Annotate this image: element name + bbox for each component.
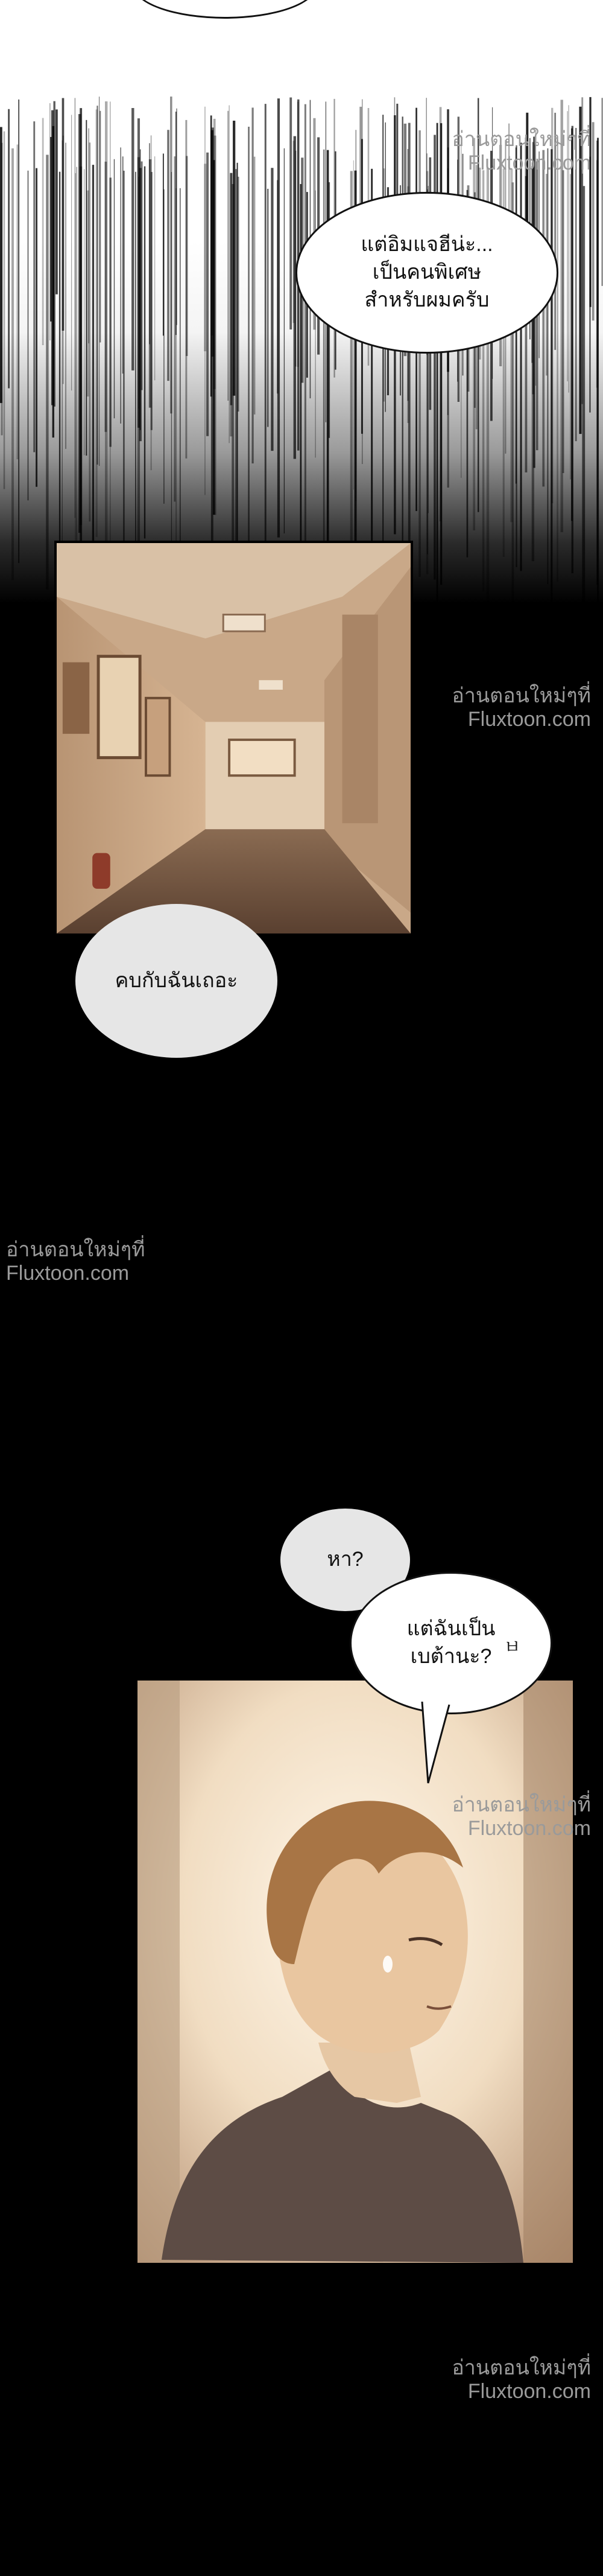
watermark: อ่านตอนใหม่ๆที่ Fluxtoon.com	[452, 2356, 591, 2403]
hallway-illustration	[57, 543, 411, 933]
boy-illustration	[137, 1681, 573, 2263]
bubble-tail	[416, 1702, 458, 1786]
watermark: อ่านตอนใหม่ๆที่ Fluxtoon.com	[452, 128, 591, 175]
watermark: อ่านตอนใหม่ๆที่ Fluxtoon.com	[452, 1793, 591, 1840]
speech-bubble-special: แต่อิมแจฮีน่ะ... เป็นคนพิเศษ สำหรับผมครับ	[295, 192, 558, 354]
watermark: อ่านตอนใหม่ๆที่ Fluxtoon.com	[6, 1238, 145, 1285]
hallway-panel	[54, 541, 413, 936]
sound-effect: ㅂ	[504, 1638, 521, 1658]
watermark: อ่านตอนใหม่ๆที่ Fluxtoon.com	[452, 684, 591, 731]
speech-bubble-huh: หา?	[280, 1509, 410, 1611]
speech-bubble-date-me: คบกับฉันเถอะ	[75, 904, 277, 1058]
boy-looking-up-panel	[137, 1681, 573, 2263]
speech-bubble-but-beta: แต่ฉันเป็น เบต้านะ?	[350, 1572, 552, 1714]
